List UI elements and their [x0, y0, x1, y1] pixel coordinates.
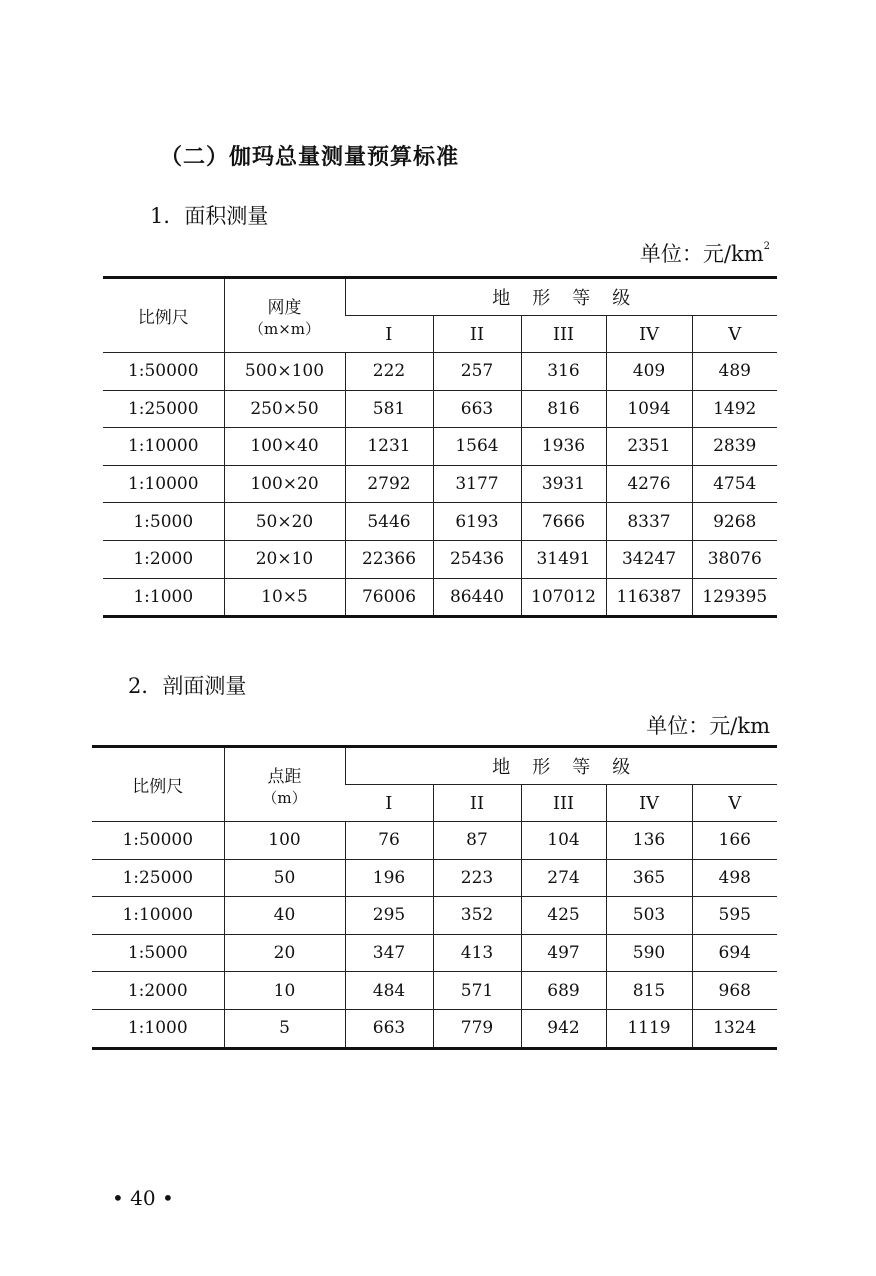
- value-cell: 274: [521, 859, 606, 897]
- value-cell: 25436: [433, 540, 521, 578]
- grade-header: III: [521, 785, 606, 822]
- value-cell: 222: [345, 353, 433, 391]
- grade-header: II: [433, 316, 521, 353]
- grade-header: IV: [606, 316, 692, 353]
- value-cell: 136: [606, 822, 692, 860]
- value-cell: 9268: [692, 503, 777, 541]
- spacing-cell: 10×5: [224, 578, 345, 617]
- scale-cell: 1:10000: [92, 897, 224, 935]
- value-cell: 116387: [606, 578, 692, 617]
- table-row: [92, 897, 777, 935]
- page-number: • 40 •: [112, 1186, 174, 1210]
- value-cell: 590: [606, 934, 692, 972]
- spacing-cell: 500×100: [224, 353, 345, 391]
- table-row: [103, 578, 777, 617]
- grade-header: III: [521, 316, 606, 353]
- value-cell: 107012: [521, 578, 606, 617]
- scale-cell: 1:25000: [103, 390, 224, 428]
- value-cell: 3931: [521, 465, 606, 503]
- scale-cell: 1:10000: [103, 465, 224, 503]
- value-cell: 1119: [606, 1009, 692, 1048]
- profile-survey-table: [92, 745, 777, 1050]
- section-title: （二）伽玛总量测量预算标准: [160, 144, 460, 170]
- value-cell: 503: [606, 897, 692, 935]
- spacing-cell: 100: [224, 822, 345, 860]
- profile-survey-heading: 2．剖面测量: [128, 674, 247, 698]
- header-terrain-grade: 地形等级: [345, 278, 777, 316]
- value-cell: 1936: [521, 428, 606, 466]
- spacing-cell: 100×40: [224, 428, 345, 466]
- table-row: [92, 934, 777, 972]
- value-cell: 6193: [433, 503, 521, 541]
- spacing-cell: 20×10: [224, 540, 345, 578]
- spacing-cell: 20: [224, 934, 345, 972]
- scale-cell: 1:50000: [103, 353, 224, 391]
- spacing-cell: 5: [224, 1009, 345, 1048]
- value-cell: 2351: [606, 428, 692, 466]
- area-unit-text: 单位：元/km: [639, 242, 764, 266]
- value-cell: 352: [433, 897, 521, 935]
- table-row: [103, 540, 777, 578]
- table-row: [103, 390, 777, 428]
- header-spacing-unit: （m）: [262, 788, 307, 807]
- header-grid: [224, 278, 345, 353]
- value-cell: 129395: [692, 578, 777, 617]
- scale-cell: 1:50000: [92, 822, 224, 860]
- value-cell: 689: [521, 972, 606, 1010]
- profile-unit-label: 单位：元/km: [646, 714, 770, 738]
- value-cell: 295: [345, 897, 433, 935]
- value-cell: 779: [433, 1009, 521, 1048]
- value-cell: 497: [521, 934, 606, 972]
- header-grid-unit: （m×m）: [248, 319, 321, 338]
- value-cell: 425: [521, 897, 606, 935]
- scale-cell: 1:1000: [92, 1009, 224, 1048]
- table-row: [103, 465, 777, 503]
- value-cell: 347: [345, 934, 433, 972]
- scale-cell: 1:1000: [103, 578, 224, 617]
- spacing-cell: 100×20: [224, 465, 345, 503]
- value-cell: 38076: [692, 540, 777, 578]
- value-cell: 86440: [433, 578, 521, 617]
- scale-cell: 1:2000: [103, 540, 224, 578]
- grade-header: V: [692, 785, 777, 822]
- value-cell: 31491: [521, 540, 606, 578]
- value-cell: 4276: [606, 465, 692, 503]
- grade-header: II: [433, 785, 521, 822]
- header-point-spacing: [224, 747, 345, 822]
- value-cell: 595: [692, 897, 777, 935]
- header-terrain-grade: 地形等级: [345, 747, 777, 785]
- table-row: [92, 859, 777, 897]
- spacing-cell: 40: [224, 897, 345, 935]
- table-row: [103, 428, 777, 466]
- area-unit-exponent: 2: [763, 241, 770, 252]
- value-cell: 3177: [433, 465, 521, 503]
- value-cell: 968: [692, 972, 777, 1010]
- value-cell: 1231: [345, 428, 433, 466]
- value-cell: 413: [433, 934, 521, 972]
- value-cell: 8337: [606, 503, 692, 541]
- value-cell: 489: [692, 353, 777, 391]
- value-cell: 2792: [345, 465, 433, 503]
- value-cell: 1094: [606, 390, 692, 428]
- value-cell: 1324: [692, 1009, 777, 1048]
- value-cell: 365: [606, 859, 692, 897]
- value-cell: 571: [433, 972, 521, 1010]
- spacing-cell: 10: [224, 972, 345, 1010]
- grade-header: I: [345, 316, 433, 353]
- scale-cell: 1:10000: [103, 428, 224, 466]
- scale-cell: 1:25000: [92, 859, 224, 897]
- value-cell: 87: [433, 822, 521, 860]
- value-cell: 942: [521, 1009, 606, 1048]
- spacing-cell: 50: [224, 859, 345, 897]
- grade-header: V: [692, 316, 777, 353]
- area-unit-label: [640, 238, 770, 268]
- value-cell: 5446: [345, 503, 433, 541]
- value-cell: 196: [345, 859, 433, 897]
- value-cell: 4754: [692, 465, 777, 503]
- value-cell: 7666: [521, 503, 606, 541]
- value-cell: 663: [345, 1009, 433, 1048]
- value-cell: 2839: [692, 428, 777, 466]
- value-cell: 316: [521, 353, 606, 391]
- value-cell: 223: [433, 859, 521, 897]
- value-cell: 409: [606, 353, 692, 391]
- spacing-cell: 50×20: [224, 503, 345, 541]
- value-cell: 34247: [606, 540, 692, 578]
- scale-cell: 1:2000: [92, 972, 224, 1010]
- area-survey-heading: 1．面积测量: [150, 204, 269, 228]
- scale-cell: 1:5000: [103, 503, 224, 541]
- table-row: [92, 1009, 777, 1048]
- value-cell: 104: [521, 822, 606, 860]
- header-spacing-label: 点距: [267, 766, 302, 787]
- value-cell: 484: [345, 972, 433, 1010]
- spacing-cell: 250×50: [224, 390, 345, 428]
- table-row: [103, 353, 777, 391]
- area-survey-table: [103, 276, 777, 618]
- value-cell: 498: [692, 859, 777, 897]
- grade-header: I: [345, 785, 433, 822]
- value-cell: 1564: [433, 428, 521, 466]
- value-cell: 76: [345, 822, 433, 860]
- scale-cell: 1:5000: [92, 934, 224, 972]
- grade-header: IV: [606, 785, 692, 822]
- value-cell: 815: [606, 972, 692, 1010]
- table-row: [92, 822, 777, 860]
- value-cell: 816: [521, 390, 606, 428]
- value-cell: 22366: [345, 540, 433, 578]
- value-cell: 663: [433, 390, 521, 428]
- table-row: [92, 972, 777, 1010]
- value-cell: 166: [692, 822, 777, 860]
- value-cell: 581: [345, 390, 433, 428]
- value-cell: 694: [692, 934, 777, 972]
- header-scale: 比例尺: [92, 747, 224, 822]
- value-cell: 1492: [692, 390, 777, 428]
- value-cell: 257: [433, 353, 521, 391]
- value-cell: 76006: [345, 578, 433, 617]
- header-scale: 比例尺: [103, 278, 224, 353]
- header-grid-label: 网度: [267, 297, 302, 318]
- table-row: [103, 503, 777, 541]
